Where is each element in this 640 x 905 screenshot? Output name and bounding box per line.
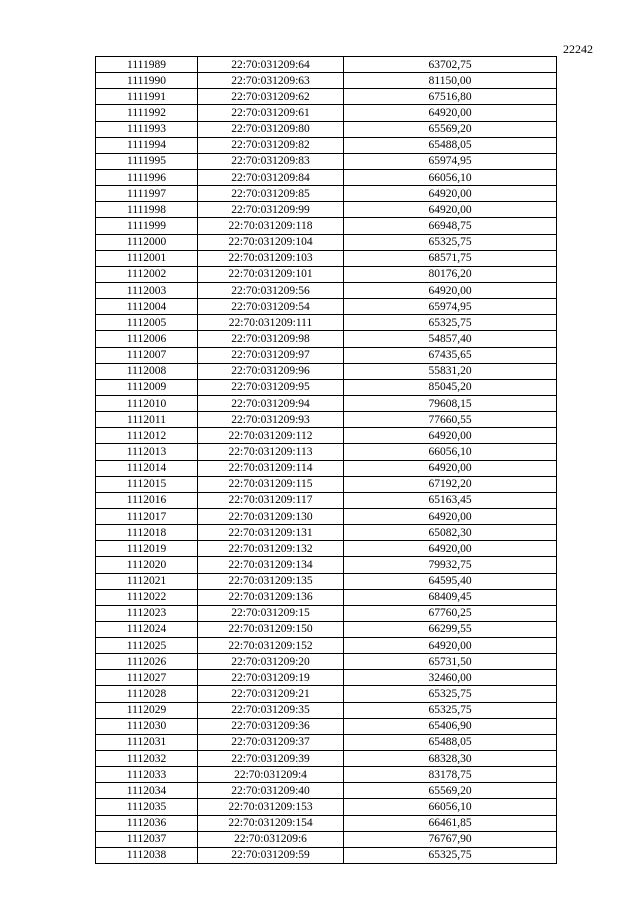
cadastral-number-cell: 22:70:031209:152	[198, 638, 344, 654]
cadastral-number-cell: 22:70:031209:80	[198, 121, 344, 137]
row-number-cell: 1112010	[96, 395, 198, 411]
row-number-cell: 1112011	[96, 412, 198, 428]
row-number-cell: 1112019	[96, 541, 198, 557]
table-row	[96, 621, 557, 637]
row-number-cell: 1111997	[96, 186, 198, 202]
cadastral-number-cell: 22:70:031209:62	[198, 89, 344, 105]
table-row	[96, 831, 557, 847]
value-cell: 65488,05	[344, 137, 557, 153]
cadastral-number-cell: 22:70:031209:97	[198, 347, 344, 363]
value-cell: 65325,75	[344, 847, 557, 863]
row-number-cell: 1112016	[96, 492, 198, 508]
value-cell: 66056,10	[344, 799, 557, 815]
value-cell: 65569,20	[344, 783, 557, 799]
cadastral-number-cell: 22:70:031209:21	[198, 686, 344, 702]
value-cell: 64920,00	[344, 282, 557, 298]
row-number-cell: 1112018	[96, 525, 198, 541]
row-number-cell: 1111995	[96, 153, 198, 169]
table-row	[96, 734, 557, 750]
table-row	[96, 169, 557, 185]
table-row	[96, 638, 557, 654]
value-cell: 55831,20	[344, 363, 557, 379]
cadastral-number-cell: 22:70:031209:85	[198, 186, 344, 202]
row-number-cell: 1112009	[96, 379, 198, 395]
row-number-cell: 1112007	[96, 347, 198, 363]
table-row	[96, 573, 557, 589]
table-row	[96, 218, 557, 234]
page-number: 22242	[563, 42, 593, 56]
value-cell: 68409,45	[344, 589, 557, 605]
value-cell: 67435,65	[344, 347, 557, 363]
value-cell: 83178,75	[344, 767, 557, 783]
table-row	[96, 702, 557, 718]
row-number-cell: 1112005	[96, 315, 198, 331]
value-cell: 32460,00	[344, 670, 557, 686]
cadastral-number-cell: 22:70:031209:154	[198, 815, 344, 831]
row-number-cell: 1112036	[96, 815, 198, 831]
value-cell: 68328,30	[344, 751, 557, 767]
cadastral-number-cell: 22:70:031209:20	[198, 654, 344, 670]
row-number-cell: 1111993	[96, 121, 198, 137]
cadastral-number-cell: 22:70:031209:117	[198, 492, 344, 508]
cadastral-number-cell: 22:70:031209:63	[198, 73, 344, 89]
table-row	[96, 492, 557, 508]
table-row	[96, 153, 557, 169]
value-cell: 64920,00	[344, 638, 557, 654]
row-number-cell: 1112000	[96, 234, 198, 250]
value-cell: 85045,20	[344, 379, 557, 395]
row-number-cell: 1112033	[96, 767, 198, 783]
cadastral-number-cell: 22:70:031209:130	[198, 508, 344, 524]
table-row	[96, 525, 557, 541]
value-cell: 64920,00	[344, 186, 557, 202]
value-cell: 54857,40	[344, 331, 557, 347]
cadastral-number-cell: 22:70:031209:39	[198, 751, 344, 767]
value-cell: 64920,00	[344, 105, 557, 121]
row-number-cell: 1111992	[96, 105, 198, 121]
cadastral-number-cell: 22:70:031209:54	[198, 299, 344, 315]
value-cell: 67516,80	[344, 89, 557, 105]
table-row	[96, 395, 557, 411]
cadastral-number-cell: 22:70:031209:135	[198, 573, 344, 589]
cadastral-number-cell: 22:70:031209:112	[198, 428, 344, 444]
table-row	[96, 137, 557, 153]
value-cell: 76767,90	[344, 831, 557, 847]
value-cell: 65082,30	[344, 525, 557, 541]
row-number-cell: 1112001	[96, 250, 198, 266]
value-cell: 80176,20	[344, 266, 557, 282]
value-cell: 64920,00	[344, 541, 557, 557]
row-number-cell: 1112034	[96, 783, 198, 799]
value-cell: 77660,55	[344, 412, 557, 428]
cadastral-number-cell: 22:70:031209:101	[198, 266, 344, 282]
value-cell: 81150,00	[344, 73, 557, 89]
cadastral-number-cell: 22:70:031209:136	[198, 589, 344, 605]
row-number-cell: 1111999	[96, 218, 198, 234]
table-row	[96, 428, 557, 444]
table-row	[96, 670, 557, 686]
value-cell: 66461,85	[344, 815, 557, 831]
table-row	[96, 299, 557, 315]
table-row	[96, 412, 557, 428]
value-cell: 65325,75	[344, 686, 557, 702]
registry-table	[95, 56, 557, 864]
table-row	[96, 815, 557, 831]
cadastral-number-cell: 22:70:031209:98	[198, 331, 344, 347]
row-number-cell: 1112021	[96, 573, 198, 589]
cadastral-number-cell: 22:70:031209:153	[198, 799, 344, 815]
row-number-cell: 1112023	[96, 605, 198, 621]
cadastral-number-cell: 22:70:031209:111	[198, 315, 344, 331]
value-cell: 66948,75	[344, 218, 557, 234]
value-cell: 68571,75	[344, 250, 557, 266]
row-number-cell: 1112038	[96, 847, 198, 863]
table-row	[96, 266, 557, 282]
table-row	[96, 73, 557, 89]
row-number-cell: 1112004	[96, 299, 198, 315]
table-row	[96, 460, 557, 476]
row-number-cell: 1112006	[96, 331, 198, 347]
table-row	[96, 347, 557, 363]
value-cell: 65163,45	[344, 492, 557, 508]
cadastral-number-cell: 22:70:031209:99	[198, 202, 344, 218]
cadastral-number-cell: 22:70:031209:115	[198, 476, 344, 492]
cadastral-number-cell: 22:70:031209:94	[198, 395, 344, 411]
row-number-cell: 1112028	[96, 686, 198, 702]
table-row	[96, 654, 557, 670]
table-row	[96, 379, 557, 395]
cadastral-number-cell: 22:70:031209:84	[198, 169, 344, 185]
table-row	[96, 57, 557, 73]
row-number-cell: 1112035	[96, 799, 198, 815]
cadastral-number-cell: 22:70:031209:4	[198, 767, 344, 783]
row-number-cell: 1112013	[96, 444, 198, 460]
row-number-cell: 1112020	[96, 557, 198, 573]
table-row	[96, 686, 557, 702]
cadastral-number-cell: 22:70:031209:6	[198, 831, 344, 847]
registry-table-body	[96, 57, 557, 864]
value-cell: 65325,75	[344, 315, 557, 331]
cadastral-number-cell: 22:70:031209:104	[198, 234, 344, 250]
row-number-cell: 1112027	[96, 670, 198, 686]
value-cell: 65325,75	[344, 702, 557, 718]
cadastral-number-cell: 22:70:031209:131	[198, 525, 344, 541]
value-cell: 79608,15	[344, 395, 557, 411]
row-number-cell: 1111991	[96, 89, 198, 105]
table-row	[96, 186, 557, 202]
table-row	[96, 331, 557, 347]
value-cell: 79932,75	[344, 557, 557, 573]
table-row	[96, 363, 557, 379]
table-row	[96, 202, 557, 218]
table-row	[96, 315, 557, 331]
cadastral-number-cell: 22:70:031209:15	[198, 605, 344, 621]
value-cell: 65569,20	[344, 121, 557, 137]
row-number-cell: 1112031	[96, 734, 198, 750]
table-row	[96, 250, 557, 266]
cadastral-number-cell: 22:70:031209:61	[198, 105, 344, 121]
value-cell: 64595,40	[344, 573, 557, 589]
row-number-cell: 1111989	[96, 57, 198, 73]
value-cell: 65974,95	[344, 299, 557, 315]
cadastral-number-cell: 22:70:031209:56	[198, 282, 344, 298]
cadastral-number-cell: 22:70:031209:35	[198, 702, 344, 718]
table-row	[96, 589, 557, 605]
cadastral-number-cell: 22:70:031209:114	[198, 460, 344, 476]
cadastral-number-cell: 22:70:031209:64	[198, 57, 344, 73]
table-row	[96, 605, 557, 621]
cadastral-number-cell: 22:70:031209:37	[198, 734, 344, 750]
table-row	[96, 476, 557, 492]
table-row	[96, 282, 557, 298]
cadastral-number-cell: 22:70:031209:96	[198, 363, 344, 379]
value-cell: 65325,75	[344, 234, 557, 250]
row-number-cell: 1112032	[96, 751, 198, 767]
cadastral-number-cell: 22:70:031209:19	[198, 670, 344, 686]
table-row	[96, 508, 557, 524]
row-number-cell: 1112026	[96, 654, 198, 670]
cadastral-number-cell: 22:70:031209:118	[198, 218, 344, 234]
value-cell: 65406,90	[344, 718, 557, 734]
row-number-cell: 1112003	[96, 282, 198, 298]
table-row	[96, 557, 557, 573]
row-number-cell: 1112002	[96, 266, 198, 282]
table-row	[96, 783, 557, 799]
table-row	[96, 541, 557, 557]
cadastral-number-cell: 22:70:031209:95	[198, 379, 344, 395]
value-cell: 65488,05	[344, 734, 557, 750]
table-row	[96, 89, 557, 105]
value-cell: 65731,50	[344, 654, 557, 670]
value-cell: 67760,25	[344, 605, 557, 621]
cadastral-number-cell: 22:70:031209:134	[198, 557, 344, 573]
cadastral-number-cell: 22:70:031209:40	[198, 783, 344, 799]
value-cell: 67192,20	[344, 476, 557, 492]
table-row	[96, 847, 557, 863]
table-row	[96, 444, 557, 460]
row-number-cell: 1111998	[96, 202, 198, 218]
table-row	[96, 799, 557, 815]
table-row	[96, 718, 557, 734]
value-cell: 64920,00	[344, 202, 557, 218]
cadastral-number-cell: 22:70:031209:82	[198, 137, 344, 153]
cadastral-number-cell: 22:70:031209:93	[198, 412, 344, 428]
cadastral-number-cell: 22:70:031209:150	[198, 621, 344, 637]
row-number-cell: 1112014	[96, 460, 198, 476]
value-cell: 63702,75	[344, 57, 557, 73]
row-number-cell: 1112012	[96, 428, 198, 444]
value-cell: 64920,00	[344, 460, 557, 476]
row-number-cell: 1112008	[96, 363, 198, 379]
table-row	[96, 234, 557, 250]
table-row	[96, 105, 557, 121]
row-number-cell: 1111994	[96, 137, 198, 153]
row-number-cell: 1112017	[96, 508, 198, 524]
row-number-cell: 1111990	[96, 73, 198, 89]
value-cell: 66056,10	[344, 444, 557, 460]
row-number-cell: 1111996	[96, 169, 198, 185]
row-number-cell: 1112022	[96, 589, 198, 605]
cadastral-number-cell: 22:70:031209:132	[198, 541, 344, 557]
cadastral-number-cell: 22:70:031209:36	[198, 718, 344, 734]
value-cell: 66056,10	[344, 169, 557, 185]
cadastral-number-cell: 22:70:031209:83	[198, 153, 344, 169]
table-row	[96, 751, 557, 767]
value-cell: 64920,00	[344, 428, 557, 444]
row-number-cell: 1112024	[96, 621, 198, 637]
value-cell: 65974,95	[344, 153, 557, 169]
value-cell: 66299,55	[344, 621, 557, 637]
cadastral-number-cell: 22:70:031209:103	[198, 250, 344, 266]
table-row	[96, 767, 557, 783]
row-number-cell: 1112029	[96, 702, 198, 718]
cadastral-number-cell: 22:70:031209:113	[198, 444, 344, 460]
row-number-cell: 1112037	[96, 831, 198, 847]
row-number-cell: 1112030	[96, 718, 198, 734]
value-cell: 64920,00	[344, 508, 557, 524]
table-row	[96, 121, 557, 137]
row-number-cell: 1112025	[96, 638, 198, 654]
cadastral-number-cell: 22:70:031209:59	[198, 847, 344, 863]
row-number-cell: 1112015	[96, 476, 198, 492]
